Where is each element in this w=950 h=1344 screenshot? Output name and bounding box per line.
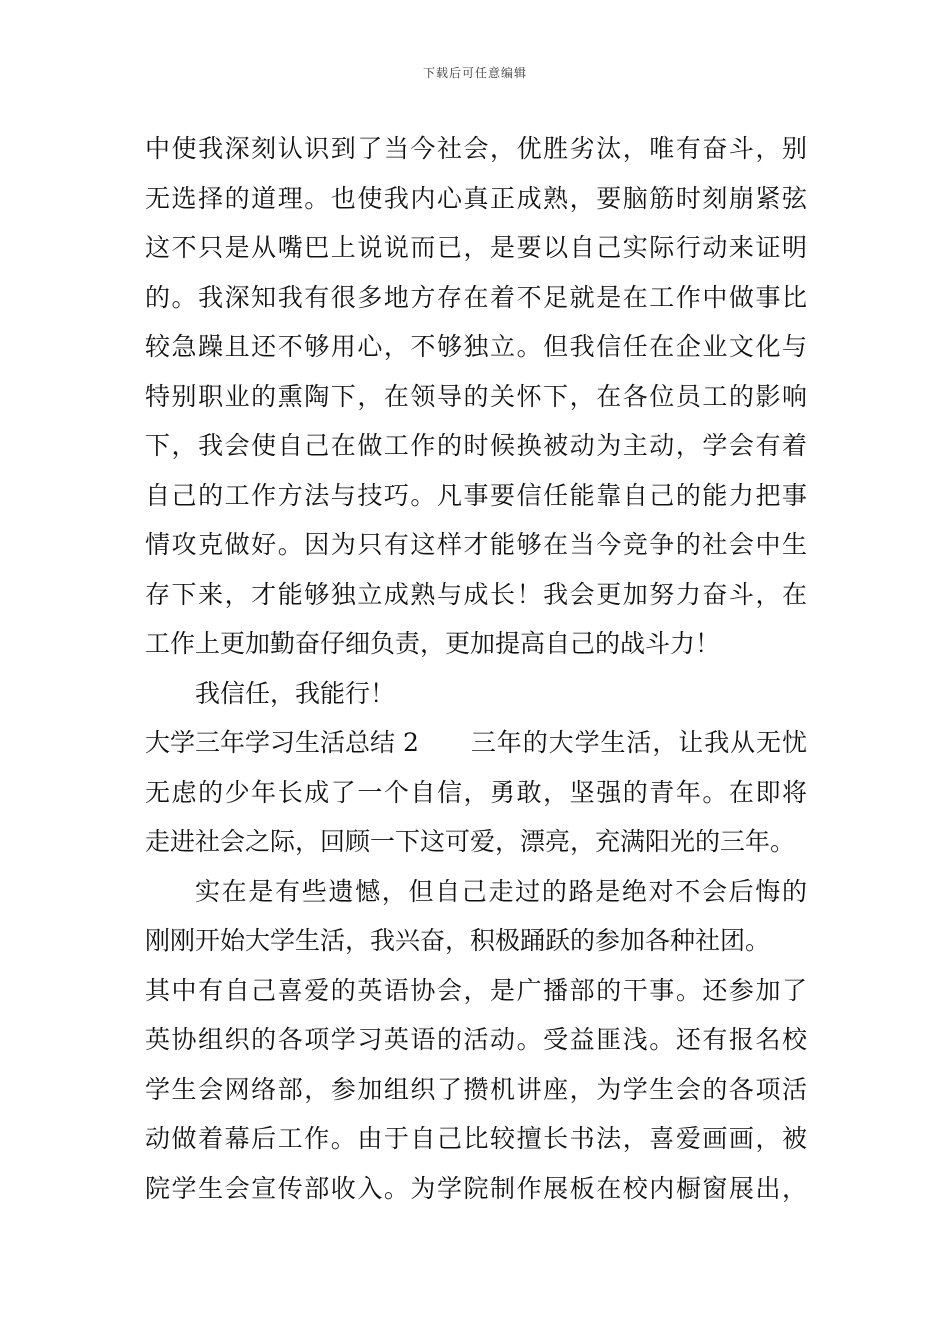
section-title: 大学三年学习生活总结 2 xyxy=(145,728,419,757)
text-line: 英协组织的各项学习英语的活动。受益匪浅。还有报名校 xyxy=(145,1025,807,1054)
paragraph-4 xyxy=(145,867,807,1214)
text-line: 我信任，我能行！ xyxy=(195,678,396,708)
text-line: 中使我深刻认识到了当今社会，优胜劣汰，唯有奋斗，别 xyxy=(145,134,807,163)
text-line: 无选择的道理。也使我内心真正成熟，要脑筋时刻崩紧弦 xyxy=(145,183,807,213)
page-header-note: 下载后可任意编辑 xyxy=(422,66,527,80)
text-line: 较急躁且还不够用心，不够独立。但我信任在企业文化与 xyxy=(145,332,807,361)
paragraph-2 xyxy=(145,669,807,719)
text-line: 情攻克做好。因为只有这样才能够在当今竞争的社会中生 xyxy=(145,530,807,559)
paragraph-3 xyxy=(145,718,807,867)
text-line: 工作上更加勤奋仔细负责，更加提高自己的战斗力！ xyxy=(145,629,721,658)
text-line: 三年的大学生活，让我从无忧 xyxy=(470,728,807,757)
text-line: 学生会网络部，参加组织了攒机讲座，为学生会的各项活 xyxy=(145,1074,807,1104)
paragraph-1 xyxy=(145,124,807,669)
text-line: 下，我会使自己在做工作的时候换被动为主动，学会有着 xyxy=(145,431,807,460)
document-body xyxy=(145,124,807,1213)
text-line: 存下来，才能够独立成熟与成长！我会更加努力奋斗，在 xyxy=(145,579,807,609)
text-line: 院学生会宣传部收入。为学院制作展板在校内橱窗展出， xyxy=(145,1173,807,1203)
section-heading-line xyxy=(145,718,807,768)
text-line: 自己的工作方法与技巧。凡事要信任能靠自己的能力把事 xyxy=(145,480,807,510)
text-line: 的。我深知我有很多地方存在着不足就是在工作中做事比 xyxy=(145,282,807,312)
text-line: 动做着幕后工作。由于自己比较擅长书法，喜爱画画，被 xyxy=(145,1124,807,1153)
text-line: 其中有自己喜爱的英语协会，是广播部的干事。还参加了 xyxy=(145,975,807,1005)
text-line: 刚刚开始大学生活，我兴奋，积极踊跃的参加各种社团。 xyxy=(145,926,771,955)
text-line: 走进社会之际，回顾一下这可爱，漂亮，充满阳光的三年。 xyxy=(145,827,796,856)
text-line: 特别职业的熏陶下，在领导的关怀下，在各位员工的影响 xyxy=(145,381,807,411)
text-line: 实在是有些遗憾，但自己走过的路是绝对不会后悔的 xyxy=(195,876,807,906)
text-line: 无虑的少年长成了一个自信，勇敢，坚强的青年。在即将 xyxy=(145,777,807,807)
text-line: 这不只是从嘴巴上说说而已，是要以自己实际行动来证明 xyxy=(145,233,807,262)
